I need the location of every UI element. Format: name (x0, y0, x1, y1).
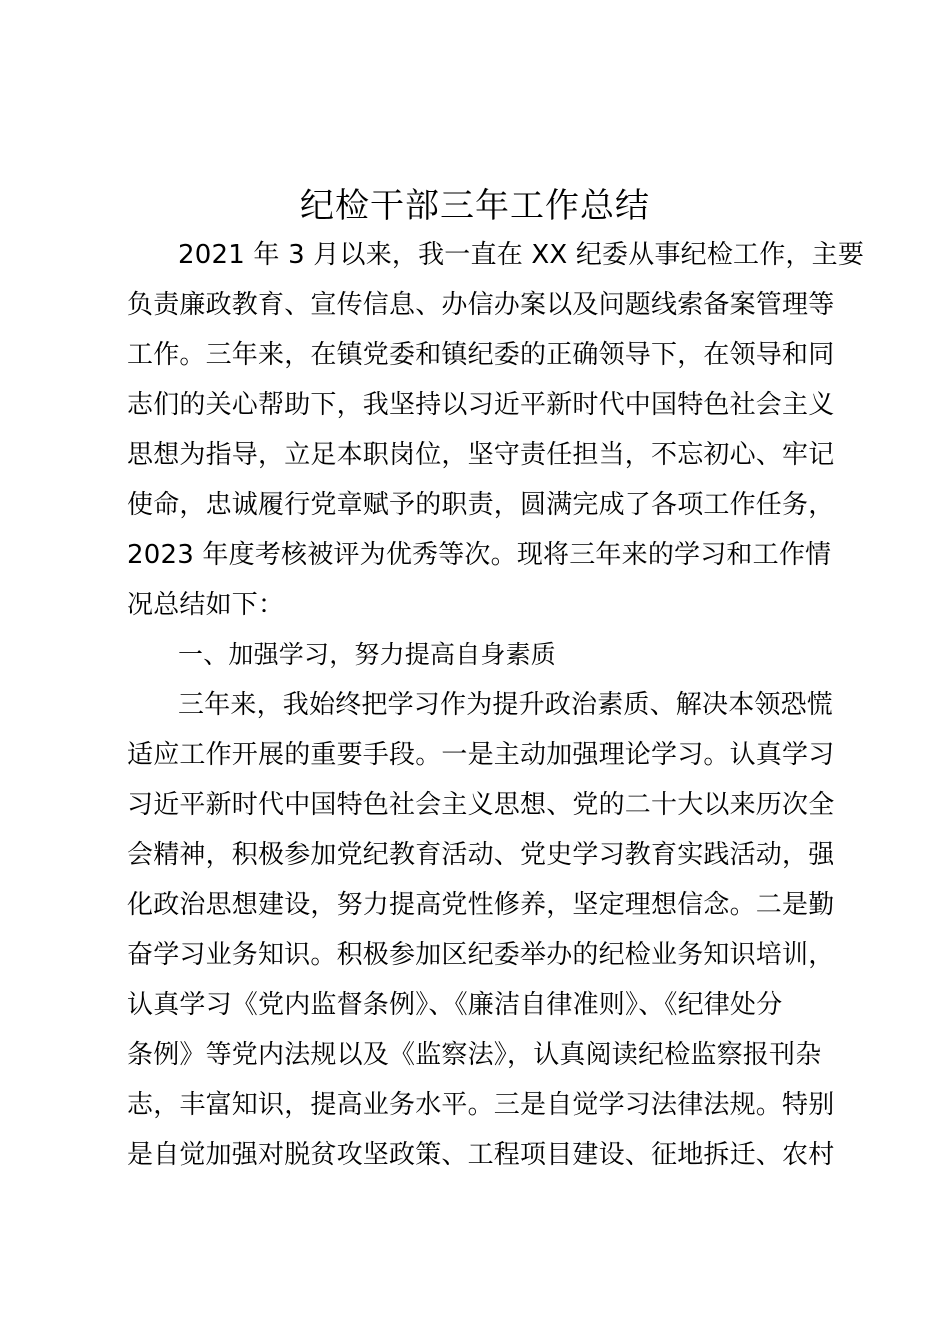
paragraph-line: 志，丰富知识，提高业务水平。三是自觉学习法律法规。特别 (127, 1090, 835, 1120)
paragraph-line: 三年来，我始终把学习作为提升政治素质、解决本领恐慌 (178, 690, 834, 720)
paragraph-line: 会精神，积极参加党纪教育活动、党史学习教育实践活动，强 (127, 840, 835, 870)
paragraph-line: 习近平新时代中国特色社会主义思想、党的二十大以来历次全 (127, 790, 835, 820)
paragraph-line: 是自觉加强对脱贫攻坚政策、工程项目建设、征地拆迁、农村 (127, 1140, 835, 1170)
paragraph-line: 负责廉政教育、宣传信息、办信办案以及问题线索备案管理等 (127, 290, 835, 320)
paragraph-line: 2021 年 3 月以来，我一直在 XX 纪委从事纪检工作，主要 (178, 240, 865, 270)
paragraph-line: 适应工作开展的重要手段。一是主动加强理论学习。认真学习 (127, 740, 835, 770)
paragraph-line: 思想为指导，立足本职岗位，坚守责任担当，不忘初心、牢记 (127, 440, 835, 470)
paragraph-line: 奋学习业务知识。积极参加区纪委举办的纪检业务知识培训， (127, 940, 835, 970)
paragraph-line: 条例》等党内法规以及《监察法》，认真阅读纪检监察报刊杂 (127, 1040, 822, 1070)
paragraph-line: 况总结如下： (127, 590, 285, 620)
paragraph-line: 认真学习《党内监督条例》、《廉洁自律准则》、《纪律处分 (127, 990, 783, 1020)
paragraph-line: 化政治思想建设，努力提高党性修养，坚定理想信念。二是勤 (127, 890, 835, 920)
section-heading: 一、加强学习，努力提高自身素质 (178, 640, 557, 669)
paragraph-line: 2023 年度考核被评为优秀等次。现将三年来的学习和工作情 (127, 540, 832, 570)
paragraph-line: 志们的关心帮助下，我坚持以习近平新时代中国特色社会主义 (127, 390, 835, 420)
paragraph-line: 工作。三年来，在镇党委和镇纪委的正确领导下，在领导和同 (127, 340, 835, 370)
paragraph-line: 使命，忠诚履行党章赋予的职责，圆满完成了各项工作任务， (127, 490, 835, 520)
document-title: 纪检干部三年工作总结 (300, 186, 650, 226)
